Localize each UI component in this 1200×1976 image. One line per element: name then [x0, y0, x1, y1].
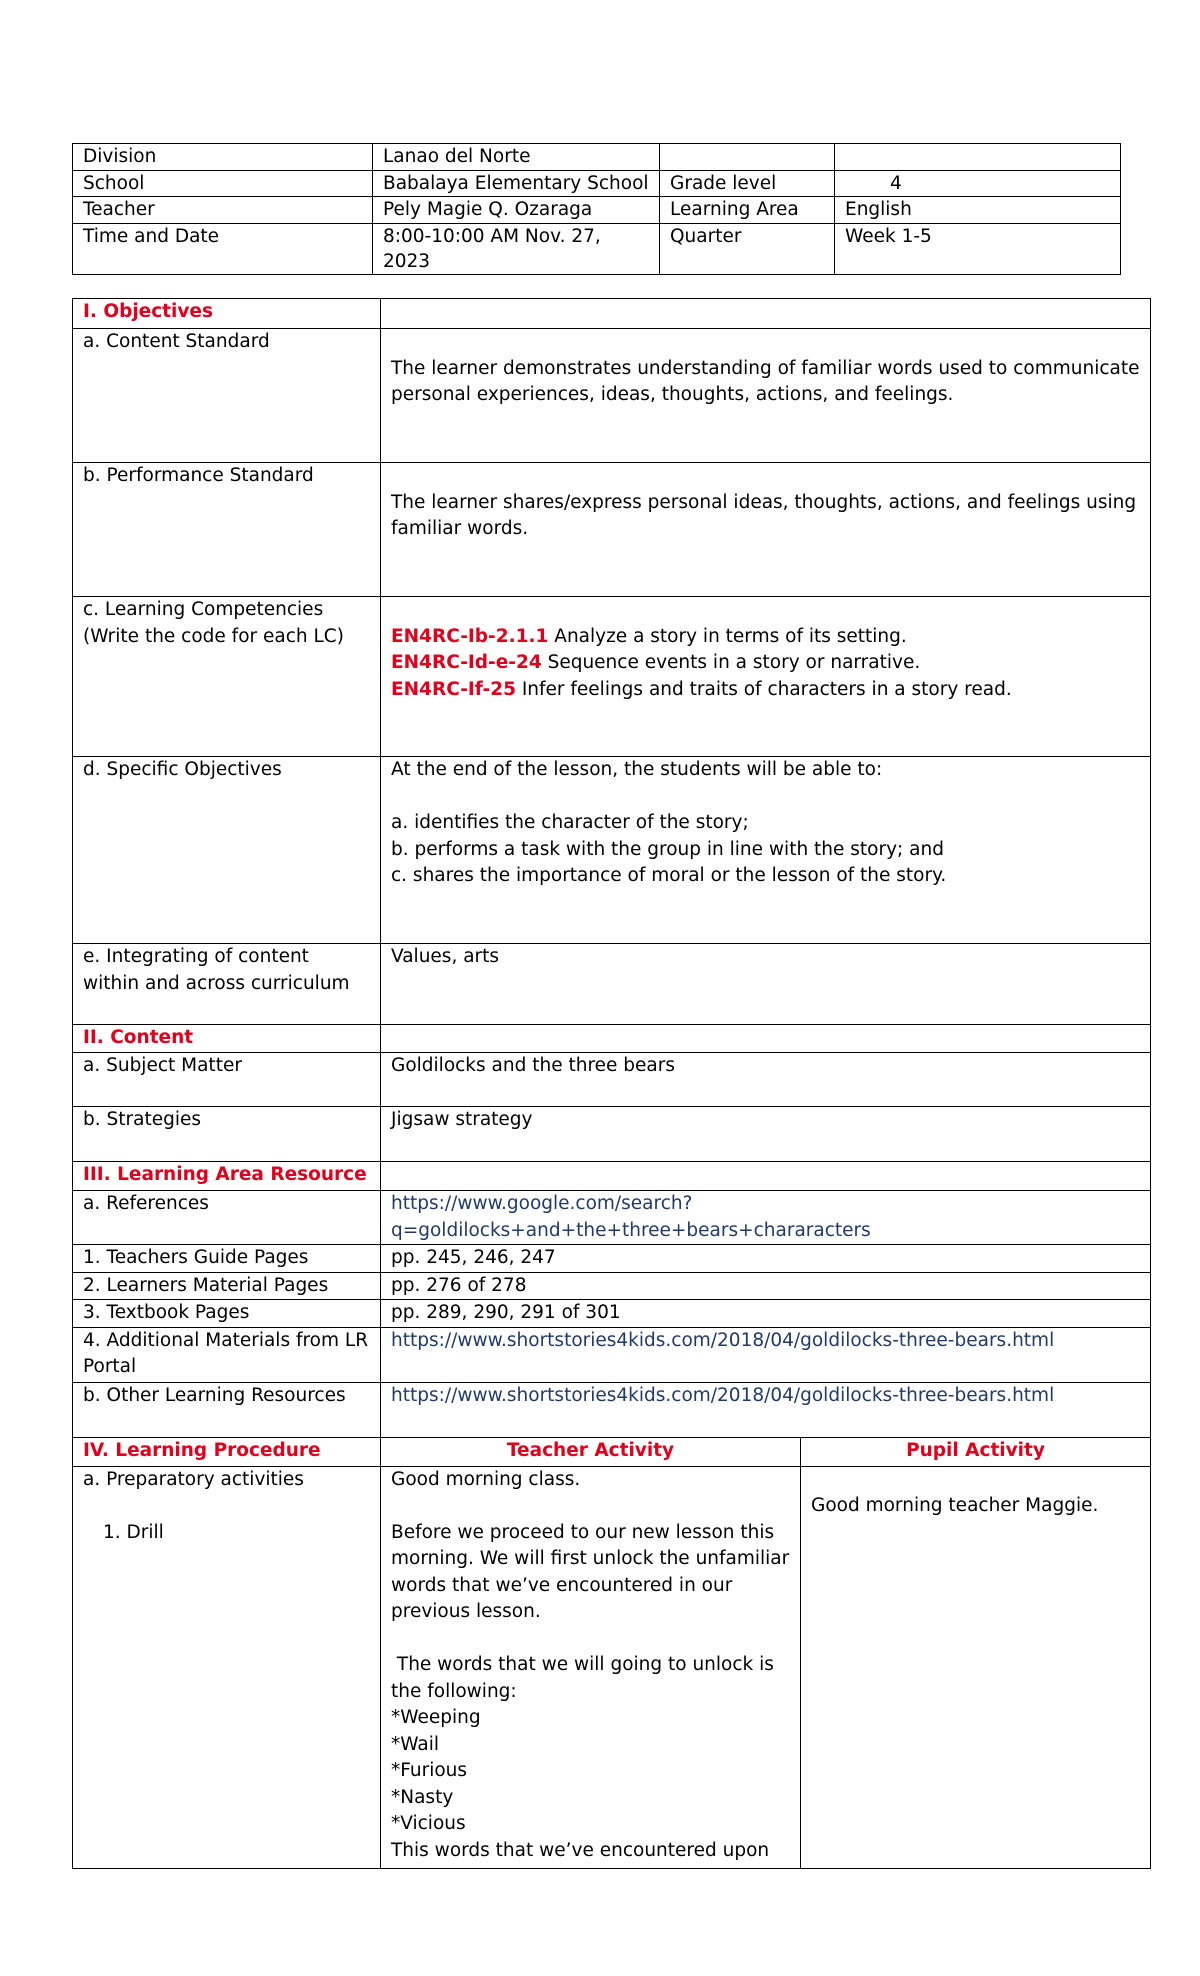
row-strategies — [73, 1107, 1151, 1162]
specific-item: c. shares the importance of moral or the lesson of the story. — [391, 865, 947, 886]
row-label — [73, 1466, 381, 1868]
row-integration — [73, 944, 1151, 1025]
header-label2: Quarter — [660, 223, 835, 274]
row-teachers-guide — [73, 1245, 1151, 1273]
section-heading: II. Content — [73, 1025, 381, 1053]
empty-cell — [381, 1162, 1151, 1191]
empty-cell — [381, 299, 1151, 329]
competency-item — [391, 677, 1140, 704]
row-value: pp. 245, 246, 247 — [381, 1245, 1151, 1273]
competency-code: EN4RC-Ib-2.1.1 — [391, 625, 549, 647]
header-row-school — [73, 170, 1121, 197]
teacher-words-intro: The words that we will going to unlock is the following: — [391, 1654, 780, 1702]
header-label: School — [73, 170, 373, 197]
header-value: Lanao del Norte — [373, 144, 660, 171]
performance-standard-text: The learner shares/express personal ideas, thoughts, actions, and feelings using familiar words. — [391, 491, 1137, 539]
lesson-table — [72, 298, 1151, 1869]
row-label: b. Performance Standard — [73, 463, 381, 597]
prep-label: a. Preparatory activities — [83, 1468, 304, 1490]
header-label2: Grade level — [660, 170, 835, 197]
additional-materials-link[interactable]: https://www.shortstories4kids.com/2018/04/goldilocks-three-bears.html — [381, 1327, 1151, 1382]
header-label2 — [660, 144, 835, 171]
row-value: Values, arts — [381, 944, 1151, 1025]
row-references — [73, 1191, 1151, 1245]
header-row-division — [73, 144, 1121, 171]
row-value — [381, 597, 1151, 757]
header-row-teacher — [73, 197, 1121, 224]
row-label: d. Specific Objectives — [73, 757, 381, 944]
row-preparatory — [73, 1466, 1151, 1868]
section-resources — [73, 1162, 1151, 1191]
row-label: a. References — [73, 1191, 381, 1245]
row-value: Jigsaw strategy — [381, 1107, 1151, 1162]
row-label: 4. Additional Materials from LR Portal — [73, 1327, 381, 1382]
pupil-greeting: Good morning teacher Maggie. — [811, 1495, 1099, 1516]
section-heading: IV. Learning Procedure — [73, 1437, 381, 1466]
row-content-standard — [73, 329, 1151, 463]
word-item: *Wail — [391, 1733, 439, 1755]
header-value2: Week 1-5 — [835, 223, 1121, 274]
word-item: *Weeping — [391, 1707, 481, 1728]
row-value: Goldilocks and the three bears — [381, 1053, 1151, 1107]
specific-item: a. identifies the character of the story; — [391, 812, 749, 833]
row-additional-materials — [73, 1327, 1151, 1382]
header-label: Division — [73, 144, 373, 171]
row-label: 1. Teachers Guide Pages — [73, 1245, 381, 1273]
row-label: 2. Learners Material Pages — [73, 1272, 381, 1300]
header-value: Babalaya Elementary School — [373, 170, 660, 197]
row-label: 3. Textbook Pages — [73, 1300, 381, 1328]
header-value: 8:00-10:00 AM Nov. 27, 2023 — [373, 223, 660, 274]
row-value — [381, 463, 1151, 597]
word-item: *Furious — [391, 1760, 468, 1781]
row-value — [381, 329, 1151, 463]
row-label: a. Subject Matter — [73, 1053, 381, 1107]
header-table — [72, 143, 1121, 275]
row-value — [381, 757, 1151, 944]
row-value: pp. 289, 290, 291 of 301 — [381, 1300, 1151, 1328]
row-label: b. Strategies — [73, 1107, 381, 1162]
row-subject-matter — [73, 1053, 1151, 1107]
section-heading: I. Objectives — [73, 299, 381, 329]
references-link[interactable]: https://www.google.com/search?q=goldilocks+and+the+three+bears+chararacters — [381, 1191, 1151, 1245]
section-content — [73, 1025, 1151, 1053]
content-standard-text: The learner demonstrates understanding of familiar words used to communicate personal experiences, ideas, thoughts, actions, and feelings. — [391, 357, 1140, 405]
header-value: Pely Magie Q. Ozaraga — [373, 197, 660, 224]
header-label: Time and Date — [73, 223, 373, 274]
header-value2: English — [835, 197, 1121, 224]
section-heading: III. Learning Area Resource — [73, 1162, 381, 1191]
word-item: *Nasty — [391, 1786, 454, 1808]
section-procedure — [73, 1437, 1151, 1466]
row-specific-objectives — [73, 757, 1151, 944]
row-label — [73, 597, 381, 757]
teacher-tail: This words that we’ve encountered upon — [391, 1839, 770, 1861]
pupil-activity-heading: Pupil Activity — [801, 1437, 1151, 1466]
row-performance-standard — [73, 463, 1151, 597]
teacher-activity-heading: Teacher Activity — [381, 1437, 801, 1466]
header-label2: Learning Area — [660, 197, 835, 224]
competency-code: EN4RC-If-25 — [391, 678, 516, 700]
other-resources-link[interactable]: https://www.shortstories4kids.com/2018/04/goldilocks-three-bears.html — [381, 1382, 1151, 1437]
row-competencies — [73, 597, 1151, 757]
row-textbook — [73, 1300, 1151, 1328]
competency-text: Analyze a story in terms of its setting. — [548, 625, 907, 647]
row-label: e. Integrating of content within and across curriculum — [73, 944, 381, 1025]
header-row-time — [73, 223, 1121, 274]
specific-intro: At the end of the lesson, the students will be able to: — [391, 759, 883, 780]
competency-text: Infer feelings and traits of characters in a story read. — [515, 678, 1012, 700]
pupil-activity-cell — [801, 1466, 1151, 1868]
row-learners-material — [73, 1272, 1151, 1300]
section-objectives — [73, 299, 1151, 329]
empty-cell — [381, 1025, 1151, 1053]
teacher-greeting: Good morning class. — [391, 1468, 581, 1490]
competency-text: Sequence events in a story or narrative. — [541, 652, 921, 673]
competencies-label: c. Learning Competencies — [83, 599, 324, 620]
row-label: a. Content Standard — [73, 329, 381, 463]
row-other-resources — [73, 1382, 1151, 1437]
drill-label: 1. Drill — [103, 1521, 164, 1543]
header-label: Teacher — [73, 197, 373, 224]
row-label: b. Other Learning Resources — [73, 1382, 381, 1437]
teacher-intro: Before we proceed to our new lesson this morning. We will first unlock the unfamiliar words that we’ve encountered in our previous lesson. — [391, 1521, 790, 1622]
word-item: *Vicious — [391, 1813, 466, 1834]
specific-item: b. performs a task with the group in line with the story; and — [391, 838, 944, 860]
teacher-activity-cell — [381, 1466, 801, 1868]
competency-code: EN4RC-Id-e-24 — [391, 652, 542, 673]
header-value2 — [835, 144, 1121, 171]
row-value: pp. 276 of 278 — [381, 1272, 1151, 1300]
header-value2: 4 — [835, 170, 1121, 197]
competencies-sublabel: (Write the code for each LC) — [83, 625, 344, 647]
competency-item — [391, 624, 1140, 651]
competency-item — [391, 650, 1140, 677]
